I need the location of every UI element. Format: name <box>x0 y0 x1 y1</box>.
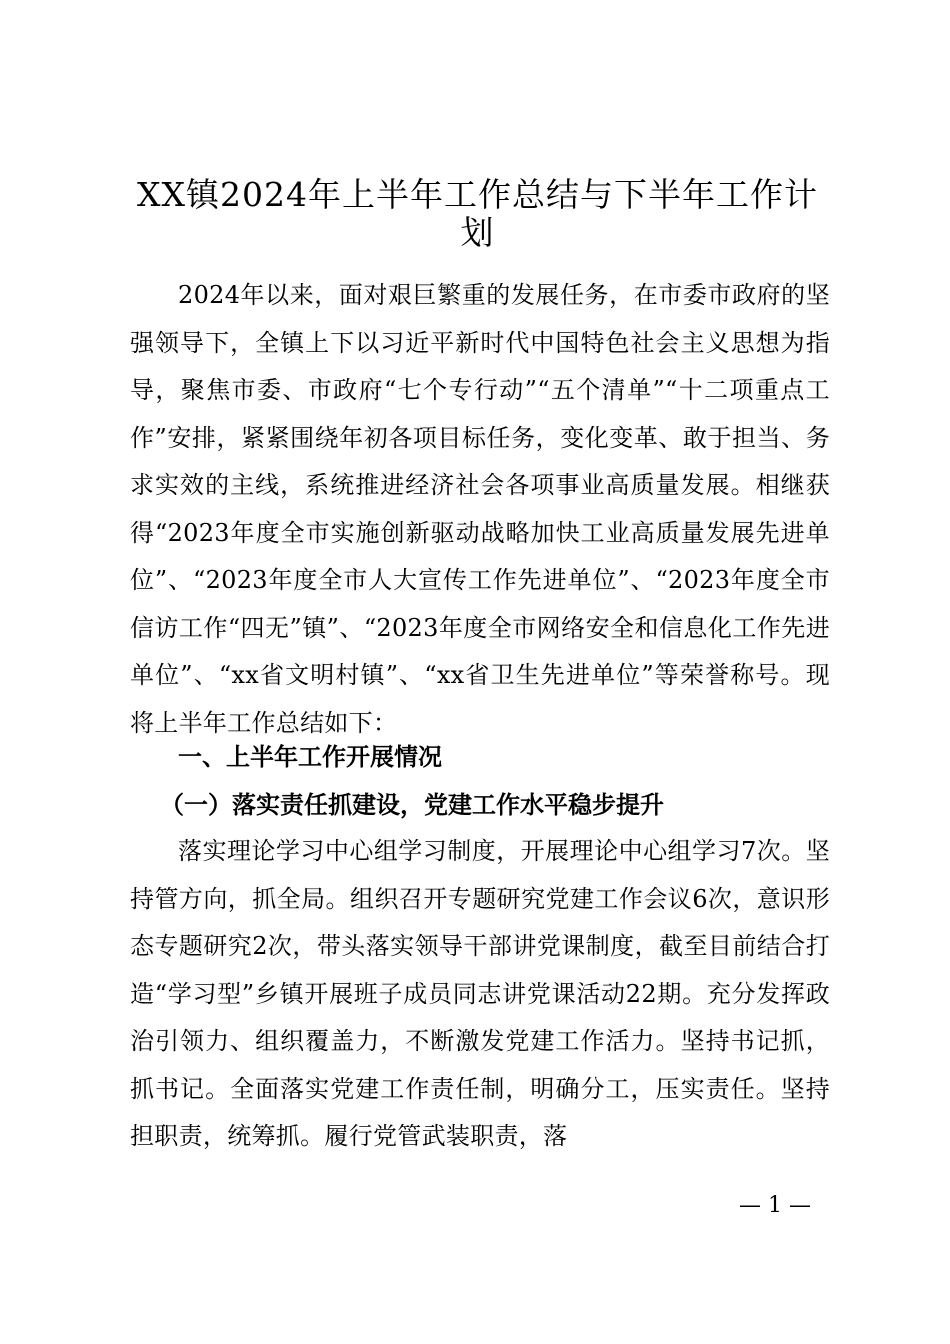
section-heading: 一、上半年工作开展情况 <box>178 743 442 771</box>
subsection-heading: （一）落实责任抓建设，党建工作水平稳步提升 <box>160 790 664 819</box>
intro-paragraph: 2024年以来，面对艰巨繁重的发展任务，在市委市政府的坚强领导下，全镇上下以习近平新时代中国特色社会主义思想为指导，聚焦市委、市政府“七个专行动”“五个清单”“十二项重点工作”安排，紧紧围绕年初各项目标任务，变化变革、敢于担当、务求实效的主线，系统推进经济社会各项事业高质量发展。相继获得“2023年度全市实施创新驱动战略加快工业高质量发展先进单位”、“2023年度全市人大宣传工作先进单位”、“2023年度全市信访工作“四无”镇”、“2023年度全市网络安全和信息化工作先进单位”、“xx省文明村镇”、“xx省卫生先进单位”等荣誉称号。现将上半年工作总结如下： <box>130 281 830 737</box>
section-paragraph: 落实理论学习中心组学习制度，开展理论中心组学习7次。坚持管方向，抓全局。组织召开专题研究党建工作会议6次，意识形态专题研究2次，带头落实领导干部讲党课制度，截至目前结合打造“学习型”乡镇开展班子成员同志讲党课活动22期。充分发挥政治引领力、组织覆盖力，不断激发党建工作活力。坚持书记抓，抓书记。全面落实党建工作责任制，明确分工，压实责任。坚持担职责，统筹抓。履行党管武装职责，落 <box>130 837 830 1150</box>
page-number: — 1 — <box>739 1193 811 1218</box>
document-title: XX镇2024年上半年工作总结与下半年工作计划 <box>137 175 818 252</box>
